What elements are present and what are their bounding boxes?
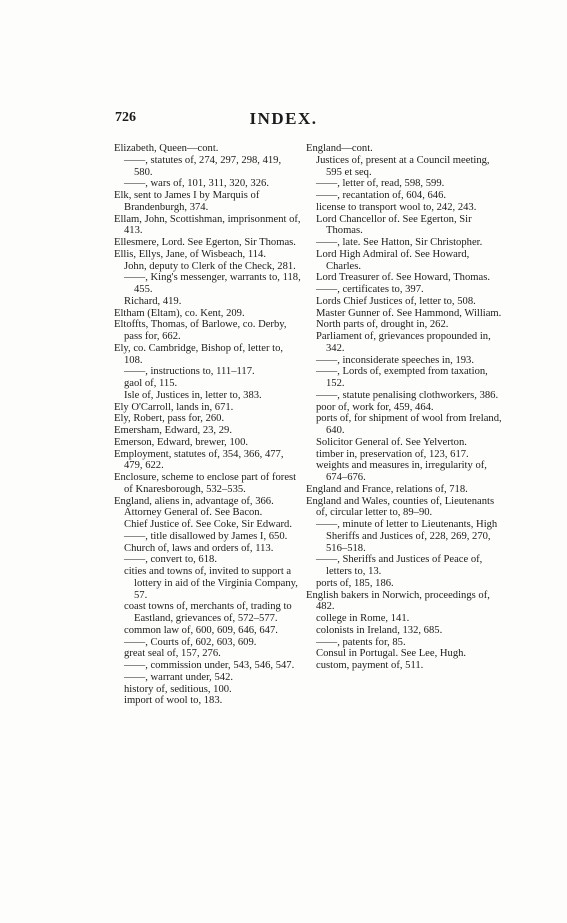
index-entry: Elk, sent to James I by Marquis of Brandenburgh, 374. <box>114 190 260 213</box>
index-entry: Chief Justice of. See Coke, Sir Edward. <box>124 519 292 530</box>
index-entry: ——, Courts of, 602, 603, 609. <box>124 636 257 648</box>
index-entry: great seal of, 157, 276. <box>124 648 221 660</box>
index-column-right <box>306 143 502 672</box>
index-entry: ——, commission under, 543, 546, 547. <box>124 660 295 671</box>
index-entry: ——, statute penalising clothworkers, 386. <box>316 389 499 401</box>
index-entry: coast towns of, merchants of, trading to Eastland, grievances of, 572–577. <box>124 601 292 624</box>
index-entry: ——, instructions to, 111–117. <box>124 366 255 378</box>
index-entry: Ely O'Carroll, lands in, 671. <box>114 401 234 413</box>
index-entry: colonists in Ireland, 132, 685. <box>316 624 443 636</box>
index-entry: Ellis, Ellys, Jane, of Wisbeach, 114. <box>114 248 266 260</box>
index-entry: ——, recantation of, 604, 646. <box>316 190 447 201</box>
index-entry: Ely, co. Cambridge, Bishop of, letter to, 108. <box>114 342 284 366</box>
index-column-left <box>114 143 302 707</box>
page-number: 726 <box>115 110 136 125</box>
index-entry: Parliament of, grievances propounded in, 342. <box>316 331 491 354</box>
index-entry: Ely, Robert, pass for, 260. <box>114 413 225 425</box>
index-entry: England, aliens in, advantage of, 366. <box>114 495 274 507</box>
index-entry: Employment, statutes of, 354, 366, 477, 479, 622. <box>114 448 284 472</box>
index-entry: Isle of, Justices in, letter to, 383. <box>124 389 262 401</box>
index-entry: ——, certificates to, 397. <box>316 284 424 295</box>
index-entry: timber in, preservation of, 123, 617. <box>316 448 469 460</box>
index-entry: Emersham, Edward, 23, 29. <box>114 425 232 436</box>
index-entry: John, deputy to Clerk of the Check, 281. <box>124 260 296 272</box>
index-entry: Lord Chancellor of. See Egerton, Sir Thomas. <box>316 213 472 237</box>
index-entry: ——, warrant under, 542. <box>124 671 234 683</box>
index-entry: Elizabeth, Queen—cont. <box>114 143 219 154</box>
index-entry: ——, minute of letter to Lieutenants, High Sheriffs and Justices of, 228, 269, 270, 516–518. <box>316 519 498 554</box>
index-entry: Attorney General of. See Bacon. <box>124 507 263 519</box>
running-head: INDEX. <box>249 109 318 128</box>
index-entry: ——, King's messenger, warrants to, 118, 455. <box>124 272 301 295</box>
index-entry: custom, payment of, 511. <box>316 660 424 671</box>
index-entry: Enclosure, scheme to enclose part of forest of Knaresborough, 532–535. <box>114 472 297 495</box>
index-entry: Ellam, John, Scottishman, imprisonment of, 413. <box>114 213 301 237</box>
index-entry: England—cont. <box>306 143 373 154</box>
index-entry: England and Wales, counties of, Lieutenants of, circular letter to, 89–90. <box>306 495 495 519</box>
index-entry: Eltoffts, Thomas, of Barlowe, co. Derby, pass for, 662. <box>114 319 287 342</box>
index-entry: cities and towns of, invited to support a lottery in aid of the Virginia Company, 57. <box>124 566 298 601</box>
index-entry: Church of, laws and orders of, 113. <box>124 542 274 554</box>
index-entry: English bakers in Norwich, proceedings of, 482. <box>306 589 490 613</box>
index-entry: college in Rome, 141. <box>316 613 410 624</box>
index-entry: history of, seditious, 100. <box>124 683 232 695</box>
index-entry: ——, inconsiderate speeches in, 193. <box>316 354 474 366</box>
index-entry: ——, letter of, read, 598, 599. <box>316 178 445 190</box>
index-entry: ——, title disallowed by James I, 650. <box>124 530 288 542</box>
index-entry: ——, wars of, 101, 311, 320, 326. <box>124 178 269 190</box>
index-entry: gaol of, 115. <box>124 378 178 389</box>
index-entry: import of wool to, 183. <box>124 695 223 707</box>
index-entry: England and France, relations of, 718. <box>306 483 468 495</box>
index-entry: Lord Treasurer of. See Howard, Thomas. <box>316 272 490 284</box>
index-entry: ——, patents for, 85. <box>316 636 406 648</box>
index-entry: Solicitor General of. See Yelverton. <box>316 436 467 448</box>
index-entry: Lord High Admiral of. See Howard, Charles. <box>316 248 470 272</box>
index-entry: ports of, for shipment of wool from Ireland, 640. <box>316 413 502 436</box>
index-entry: ——, statutes of, 274, 297, 298, 419, 580. <box>124 154 282 178</box>
index-entry: ——, convert to, 618. <box>124 554 217 566</box>
index-entry: Eltham (Eltam), co. Kent, 209. <box>114 307 245 319</box>
index-entry: ports of, 185, 186. <box>316 577 394 589</box>
index-entry: license to transport wool to, 242, 243. <box>316 201 477 213</box>
index-entry: Consul in Portugal. See Lee, Hugh. <box>316 648 467 660</box>
page-header <box>0 110 567 134</box>
index-entry: Justices of, present at a Council meeting, 595 et seq. <box>316 154 490 178</box>
index-entry: North parts of, drought in, 262. <box>316 319 449 331</box>
index-entry: Ellesmere, Lord. See Egerton, Sir Thomas. <box>114 237 296 248</box>
index-entry: ——, Lords of, exempted from taxation, 152. <box>316 366 488 389</box>
index-entry: common law of, 600, 609, 646, 647. <box>124 624 278 636</box>
index-entry: Lords Chief Justices of, letter to, 508. <box>316 295 476 307</box>
index-entry: Master Gunner of. See Hammond, William. <box>316 307 502 319</box>
index-entry: ——, Sheriffs and Justices of Peace of, letters to, 13. <box>316 554 483 577</box>
index-entry: weights and measures in, irregularity of, 674–676. <box>316 460 487 483</box>
index-entry: Richard, 419. <box>124 295 182 307</box>
index-entry: poor of, work for, 459, 464. <box>316 401 434 413</box>
index-entry: Emerson, Edward, brewer, 100. <box>114 436 249 448</box>
index-entry: ——, late. See Hatton, Sir Christopher. <box>316 237 483 248</box>
